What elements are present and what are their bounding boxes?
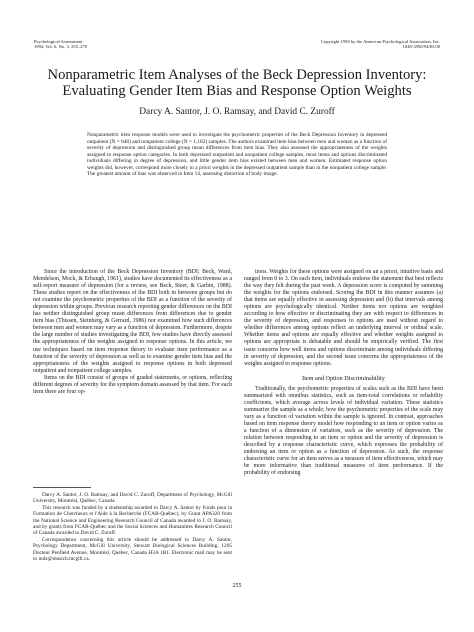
body-paragraph: tions. Weights for these options were assigned on an a priori, intuitive basis and ranged from 0 to 3. On each item, individuals endorse the statement that best reflects the way they felt during the past week. A depression score is computed by summing the weights for the options endorsed. Scoring the BDI in this manner assumes (a) that items are equally effective in assessing depression and (b) that intervals among options are psychologically identical. Neither items nor options are weighted according to how effective or discriminating they are with respect to differences in the severity of depression, and responses to options are used without regard to whether differences among options reflect an underlying interval or ordinal scale. Whether items and options are equally effective and whether weights assigned to options are appropriate is debatable and should be empirically verified. The first issue concerns how well items and options discriminate among individuals differing in severity of depression, and the second issue concerns the appropriateness of the weights assigned to response options. — [244, 269, 443, 367]
issn-code: 1040-3590/94/$3.00 — [402, 44, 440, 50]
author-list: Darcy A. Santor, J. O. Ramsay, and David C. Zuroff — [139, 107, 335, 117]
title-line-1: Nonparametric Item Analyses of the Beck Depression Inventory: — [47, 67, 427, 83]
left-column — [33, 269, 232, 396]
page-number: 255 — [232, 583, 242, 589]
copyright-notice: Copyright 1994 by the American Psychological Association, Inc. — [320, 39, 440, 44]
journal-name: Psychological Assessment — [34, 39, 83, 44]
footnote-correspondence: Correspondence concerning this article should be addressed to Darcy A. Santor, Psychology Department, McGill University, Stewart Biological Sciences Building, 1205 Docteur Penfield Avenue, Montréal, Québec, Canada H3A 1B1. Electronic mail may be sent to indz@musicb.mcgill.ca. — [33, 537, 232, 562]
body-paragraph: Traditionally, the psychometric properties of scales such as the BDI have been summarized with omnibus statistics, such as item-total correlations or reliability coefficients, which average across levels of individual variation. These statistics summarize the sample as a whole; how the psychometric properties of the scale may vary as a function of variation within the sample is ignored. In contrast, approaches based on item response theory model how responding to an item or option varies as a function of a dimension of variation, such as the severity of depression. The relation between responding to an item or option and the severity of depression is described by a response characteristic curve, which expresses the probability of endorsing an item or option as a function of depression. As such, the response characteristic curve for an item serves as a measure of item effectiveness, which may be more informative than traditional measures of item performance. If the probability of endorsing — [244, 385, 443, 477]
journal-header-left — [34, 39, 87, 50]
footnote-divider — [33, 487, 91, 488]
abstract: Nonparametric item response models were used to investigate the psychometric properties of the Beck Depression Inventory in depressed outpatient (N = 648) and nonpatient college (N = 1,182) samples. The authors examined item bias between men and women as a function of severity of depression and distinguished group mean differences from item bias. They also assessed the appropriateness of the weights assigned to response option categories. In both depressed outpatient and nonpatient college samples, most items and options discriminated individuals differing in degree of depression, and little gender item bias existed between men and women. Estimated response option weights did, however, correspond more closely to a priori weights in the depressed outpatient sample than in the nonpatient college sample. The greatest amount of bias was observed in Item 14, assessing distortion of body image. — [87, 132, 387, 178]
section-heading: Item and Option Discriminability — [302, 374, 385, 382]
author-footnotes — [33, 492, 232, 563]
body-paragraph: Items on the BDI consist of groups of graded statements, or options, reflecting different degrees of severity for the symptom domain assessed by that item. For each item there are four op- — [33, 374, 232, 395]
article-title — [30, 67, 444, 100]
footnote-affiliation: Darcy A. Santor, J. O. Ramsay, and David C. Zuroff, Department of Psychology, McGill University, Montréal, Québec, Canada. — [33, 492, 232, 505]
footnote-funding: This research was funded by a studentship awarded to Darcy A. Santor by Fonds pour la Formation de Chercheurs et l'Aide à la Recherche (FCAR-Québec), by Grant APA320 from the National Science and Engineering Research Council of Canada awarded to J. O. Ramsay, and by grants from FCAR-Québec and the Social Sciences and Humanities Research Council of Canada awarded to David C. Zuroff. — [33, 505, 232, 537]
journal-header-right — [321, 39, 440, 50]
body-paragraph: Since the introduction of the Beck Depression Inventory (BDI; Beck, Ward, Mendelson, Mock, & Erbaugh, 1961), studies have documented its effectiveness as a self-report measure of depression (for a review, see Beck, Steer, & Garbin, 1988). These studies report on the effectiveness of the BDI both in between groups but do not examine the psychometric properties of the BDI as a function of the severity of depression within groups. Previous research reporting gender differences on the BDI has neither distinguished group mean differences from differences due to gender item bias (Thissen, Steinberg, & Gerrard, 1986) nor examined how such differences between men and women may vary as a function of depression. Furthermore, despite the large number of studies investigating the BDI, few studies have directly assessed the appropriateness of the weights assigned to response options. In this article, we use techniques based on item response theory to evaluate item performance as a function of the severity of depression as well as to examine gender item bias and the appropriateness of the weights assigned to response options in both depressed outpatient and nonpatient college samples. — [33, 269, 232, 374]
title-line-2: Evaluating Gender Item Bias and Response Option Weights — [62, 83, 412, 100]
journal-volume: 1994, Vol. 6, No. 3, 255–270 — [34, 44, 88, 50]
right-column — [244, 269, 443, 477]
